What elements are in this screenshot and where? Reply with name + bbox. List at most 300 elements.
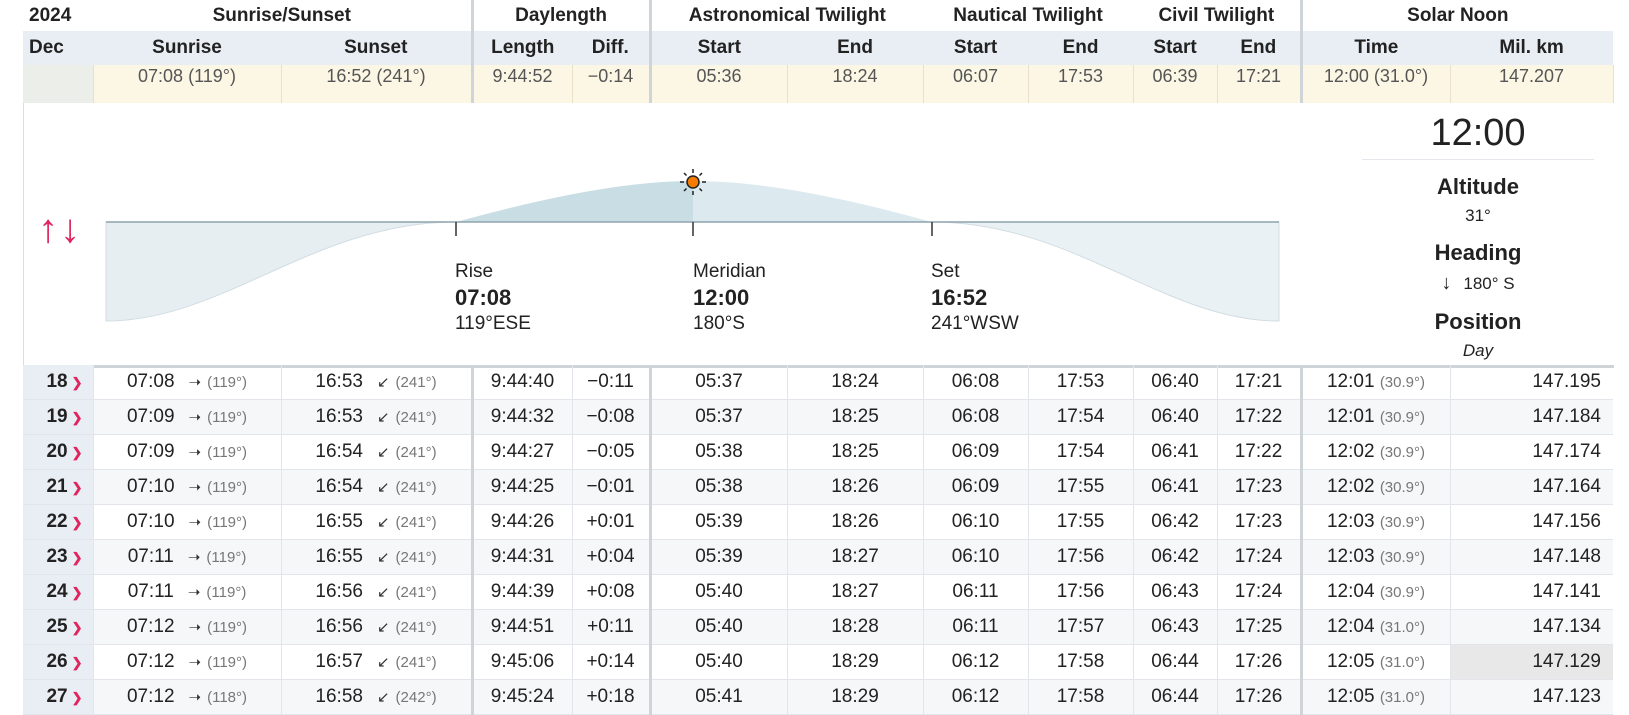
col-sunrise[interactable]: Sunrise (93, 31, 281, 65)
sunrise-cell (93, 645, 281, 680)
group-daylength: Daylength (472, 0, 650, 31)
day-cell[interactable] (23, 645, 93, 680)
astro-start-cell: 05:39 (650, 540, 787, 575)
sunset-cell (281, 470, 472, 505)
civil-end-cell: 17:22 (1217, 400, 1301, 435)
day-number: 25 (46, 616, 68, 637)
diff-cell: +0:18 (572, 680, 650, 715)
day-arc-past (456, 181, 693, 222)
day-number: 18 (46, 371, 68, 392)
month-header[interactable]: Dec (23, 31, 93, 65)
sunset-time: 16:55 (315, 511, 363, 532)
noon-cell (1301, 575, 1450, 610)
sunset-direction-icon: ↙ (376, 374, 390, 391)
col-noon-time[interactable]: Time (1301, 31, 1450, 65)
sun-info-sidebar (1362, 103, 1594, 361)
day-cell[interactable] (23, 400, 93, 435)
sunrise-time: 07:10 (126, 476, 175, 497)
noon-cell (1301, 610, 1450, 645)
sunrise-cell (93, 680, 281, 715)
noon-altitude: (30.9°) (1379, 514, 1425, 531)
selected-civil-start: 06:39 (1133, 65, 1217, 103)
civil-start-cell: 06:42 (1133, 540, 1217, 575)
position-label: Position (1434, 309, 1522, 334)
noon-altitude: (31.0°) (1379, 689, 1425, 706)
civil-start-cell: 06:41 (1133, 435, 1217, 470)
day-number: 26 (46, 651, 68, 672)
sunset-time: 16:56 (315, 616, 363, 637)
noon-cell (1301, 680, 1450, 715)
naut-start-cell: 06:09 (923, 435, 1028, 470)
diff-cell: +0:14 (572, 645, 650, 680)
day-number: 21 (46, 476, 68, 497)
altitude-label: Altitude (1437, 174, 1519, 199)
sunrise-cell (93, 505, 281, 540)
day-number: 20 (46, 441, 68, 462)
table-row[interactable] (23, 610, 1613, 645)
distance-cell: 147.184 (1450, 400, 1613, 435)
noon-cell (1301, 435, 1450, 470)
col-astro-start[interactable]: Start (650, 31, 787, 65)
noon-time: 12:03 (1326, 546, 1375, 567)
diff-cell: −0:11 (572, 365, 650, 400)
selected-astro-end: 18:24 (787, 65, 923, 103)
astro-end-cell: 18:24 (787, 365, 923, 400)
sunrise-direction-icon: ➝ (187, 584, 201, 601)
naut-start-cell: 06:11 (923, 610, 1028, 645)
naut-end-cell: 17:58 (1028, 645, 1133, 680)
chevron-down-icon[interactable]: ❯ (71, 620, 83, 635)
col-astro-end[interactable]: End (787, 31, 923, 65)
noon-altitude: (30.9°) (1379, 444, 1425, 461)
day-table (23, 365, 1613, 715)
diff-cell: +0:11 (572, 610, 650, 645)
civil-end-cell: 17:24 (1217, 575, 1301, 610)
sunset-direction-icon: ↙ (376, 584, 390, 601)
sunrise-direction-icon: ➝ (188, 479, 202, 496)
noon-altitude: (30.9°) (1379, 479, 1425, 496)
day-arc-future (693, 181, 932, 222)
civil-end-cell: 17:26 (1217, 680, 1301, 715)
chevron-down-icon[interactable]: ❯ (71, 550, 83, 565)
distance-cell: 147.134 (1450, 610, 1613, 645)
sunset-azimuth: (241°) (395, 479, 437, 496)
diff-cell: +0:01 (572, 505, 650, 540)
sunset-cell (281, 645, 472, 680)
sunrise-direction-icon: ➝ (188, 619, 202, 636)
table-row[interactable] (23, 540, 1613, 575)
naut-end-cell: 17:55 (1028, 470, 1133, 505)
length-cell: 9:44:32 (472, 400, 572, 435)
year-label: 2024 (23, 0, 93, 31)
astro-start-cell: 05:40 (650, 610, 787, 645)
civil-start-cell: 06:43 (1133, 575, 1217, 610)
sunset-direction-icon: ↙ (376, 654, 390, 671)
meridian-time: 12:00 (693, 285, 750, 310)
diff-cell: −0:05 (572, 435, 650, 470)
astro-end-cell: 18:29 (787, 680, 923, 715)
noon-time: 12:03 (1326, 511, 1375, 532)
noon-time: 12:01 (1326, 406, 1375, 427)
naut-start-cell: 06:08 (923, 365, 1028, 400)
col-length[interactable]: Length (472, 31, 572, 65)
naut-end-cell: 17:54 (1028, 400, 1133, 435)
sunset-time: 16:57 (315, 651, 363, 672)
civil-start-cell: 06:42 (1133, 505, 1217, 540)
civil-start-cell: 06:44 (1133, 645, 1217, 680)
length-cell: 9:44:25 (472, 470, 572, 505)
day-cell[interactable] (23, 470, 93, 505)
col-naut-start[interactable]: Start (923, 31, 1028, 65)
group-nautical-twilight: Nautical Twilight (923, 0, 1133, 31)
noon-cell (1301, 470, 1450, 505)
civil-end-cell: 17:23 (1217, 505, 1301, 540)
day-cell[interactable] (23, 575, 93, 610)
position-value: Day (1462, 341, 1494, 360)
sunset-cell (281, 400, 472, 435)
sunrise-cell (93, 435, 281, 470)
chevron-down-icon[interactable]: ❯ (71, 445, 83, 460)
day-cell[interactable] (23, 435, 93, 470)
sunrise-time: 07:11 (127, 546, 174, 567)
civil-end-cell: 17:22 (1217, 435, 1301, 470)
astro-end-cell: 18:26 (787, 505, 923, 540)
sunrise-time: 07:08 (126, 371, 175, 392)
table-row[interactable] (23, 575, 1613, 610)
sun-path-panel (23, 103, 1614, 368)
table-row[interactable] (23, 435, 1613, 470)
astro-end-cell: 18:28 (787, 610, 923, 645)
col-mil-km[interactable]: Mil. km (1450, 31, 1613, 65)
civil-start-cell: 06:41 (1133, 470, 1217, 505)
selected-day-cell[interactable] (23, 65, 93, 103)
sunrise-azimuth: (119°) (206, 584, 247, 601)
sunset-azimuth: (241°) (395, 444, 437, 461)
chevron-down-icon[interactable]: ❯ (71, 410, 83, 425)
set-time: 16:52 (931, 285, 988, 310)
sunset-direction-icon: ↙ (376, 479, 390, 496)
sunset-direction-icon: ↙ (376, 514, 390, 531)
noon-altitude: (30.9°) (1379, 549, 1425, 566)
day-cell[interactable] (23, 680, 93, 715)
group-astronomical-twilight: Astronomical Twilight (650, 0, 923, 31)
naut-end-cell: 17:54 (1028, 435, 1133, 470)
col-diff[interactable]: Diff. (572, 31, 650, 65)
table-row[interactable] (23, 505, 1613, 540)
civil-end-cell: 17:23 (1217, 470, 1301, 505)
sunrise-azimuth: (119°) (207, 374, 248, 391)
sunset-azimuth: (241°) (395, 374, 437, 391)
civil-end-cell: 17:25 (1217, 610, 1301, 645)
selected-civil-end: 17:21 (1217, 65, 1301, 103)
noon-altitude: (30.9°) (1379, 374, 1425, 391)
astro-start-cell: 05:39 (650, 505, 787, 540)
selected-astro-start: 05:36 (650, 65, 787, 103)
chevron-down-icon[interactable]: ❯ (71, 585, 83, 600)
sunset-time: 16:53 (315, 406, 363, 427)
sunset-azimuth: (241°) (395, 409, 437, 426)
sunset-cell (281, 540, 472, 575)
sunset-cell (281, 575, 472, 610)
naut-start-cell: 06:12 (923, 680, 1028, 715)
sunrise-time: 07:12 (126, 616, 175, 637)
diff-cell: −0:01 (572, 470, 650, 505)
sunset-direction-icon: ↙ (376, 444, 390, 461)
selected-naut-end: 17:53 (1028, 65, 1133, 103)
chevron-down-icon[interactable]: ❯ (71, 375, 83, 390)
sunset-direction-icon: ↙ (376, 619, 390, 636)
sunrise-cell (93, 470, 281, 505)
chevron-down-icon[interactable]: ❯ (71, 655, 83, 670)
day-cell[interactable] (23, 365, 93, 400)
noon-time: 12:02 (1326, 476, 1375, 497)
selected-noon: 12:00 (31.0°) (1301, 65, 1450, 103)
sunrise-time: 07:09 (126, 406, 175, 427)
astro-start-cell: 05:40 (650, 645, 787, 680)
selected-sunset: 16:52 (241°) (281, 65, 472, 103)
heading-label: Heading (1434, 240, 1522, 265)
day-number: 24 (46, 581, 68, 602)
naut-end-cell: 17:53 (1028, 365, 1133, 400)
heading-arrow-icon: ↓ (1441, 272, 1452, 294)
selected-naut-start: 06:07 (923, 65, 1028, 103)
sunset-time: 16:54 (315, 441, 363, 462)
selected-row[interactable] (23, 65, 1614, 103)
set-label: Set (931, 261, 960, 282)
day-number: 19 (46, 406, 68, 427)
sunrise-direction-icon: ➝ (187, 549, 201, 566)
day-number: 22 (46, 511, 68, 532)
naut-start-cell: 06:10 (923, 505, 1028, 540)
noon-time: 12:05 (1326, 686, 1375, 707)
col-civil-end[interactable]: End (1217, 31, 1301, 65)
sunrise-direction-icon: ➝ (188, 654, 202, 671)
astro-start-cell: 05:40 (650, 575, 787, 610)
selected-sunrise: 07:08 (119°) (93, 65, 281, 103)
distance-cell: 147.164 (1450, 470, 1613, 505)
distance-cell: 147.148 (1450, 540, 1613, 575)
group-sunrise-sunset: Sunrise/Sunset (93, 0, 472, 31)
selected-length: 9:44:52 (472, 65, 572, 103)
sunset-azimuth: (241°) (395, 654, 437, 671)
altitude-value: 31° (1465, 206, 1491, 225)
noon-altitude: (31.0°) (1379, 654, 1425, 671)
chevron-down-icon[interactable]: ❯ (71, 515, 83, 530)
diff-cell: −0:08 (572, 400, 650, 435)
sunrise-azimuth: (119°) (207, 619, 248, 636)
noon-altitude: (31.0°) (1379, 619, 1425, 636)
distance-cell: 147.156 (1450, 505, 1613, 540)
table-row[interactable] (23, 680, 1613, 715)
sunrise-time: 07:12 (126, 651, 175, 672)
naut-end-cell: 17:55 (1028, 505, 1133, 540)
naut-end-cell: 17:56 (1028, 575, 1133, 610)
civil-end-cell: 17:21 (1217, 365, 1301, 400)
set-direction: 241°WSW (931, 313, 1019, 334)
sunrise-cell (93, 365, 281, 400)
sunrise-cell (93, 400, 281, 435)
sunset-azimuth: (241°) (395, 584, 437, 601)
distance-cell: 147.123 (1450, 680, 1613, 715)
heading-value: 180° S (1463, 274, 1515, 293)
sunset-direction-icon: ↙ (376, 549, 390, 566)
sunrise-direction-icon: ➝ (188, 689, 202, 706)
sunset-cell (281, 505, 472, 540)
sunrise-cell (93, 575, 281, 610)
sunrise-direction-icon: ➝ (188, 374, 202, 391)
astro-start-cell: 05:38 (650, 435, 787, 470)
rise-info (455, 259, 531, 337)
naut-end-cell: 17:58 (1028, 680, 1133, 715)
naut-start-cell: 06:08 (923, 400, 1028, 435)
group-solar-noon: Solar Noon (1301, 0, 1613, 31)
astro-start-cell: 05:37 (650, 365, 787, 400)
sunrise-azimuth: (119°) (207, 409, 248, 426)
current-time: 12:00 (1362, 107, 1594, 160)
sunset-time: 16:53 (315, 371, 363, 392)
astro-end-cell: 18:27 (787, 540, 923, 575)
length-cell: 9:44:31 (472, 540, 572, 575)
sunset-azimuth: (241°) (395, 514, 437, 531)
sunset-direction-icon: ↙ (376, 689, 390, 706)
noon-time: 12:02 (1326, 441, 1375, 462)
length-cell: 9:44:26 (472, 505, 572, 540)
day-number: 27 (46, 686, 68, 707)
sunset-cell (281, 610, 472, 645)
sunset-time: 16:56 (315, 581, 363, 602)
astro-end-cell: 18:25 (787, 435, 923, 470)
set-info (931, 259, 1019, 337)
sunrise-cell (93, 540, 281, 575)
civil-end-cell: 17:24 (1217, 540, 1301, 575)
table-row[interactable] (23, 645, 1613, 680)
naut-start-cell: 06:09 (923, 470, 1028, 505)
sunrise-direction-icon: ➝ (188, 514, 202, 531)
sunset-time: 16:54 (315, 476, 363, 497)
selected-mkm: 147.207 (1450, 65, 1613, 103)
rise-time: 07:08 (455, 285, 512, 310)
meridian-direction: 180°S (693, 313, 745, 334)
civil-start-cell: 06:40 (1133, 400, 1217, 435)
night-curve (106, 222, 456, 321)
length-cell: 9:45:06 (472, 645, 572, 680)
sunset-azimuth: (241°) (395, 619, 437, 636)
sunset-cell (281, 365, 472, 400)
diff-cell: +0:08 (572, 575, 650, 610)
table-row[interactable] (23, 470, 1613, 505)
day-cell[interactable] (23, 540, 93, 575)
sun-path-graph (24, 103, 1354, 365)
sunset-cell (281, 680, 472, 715)
distance-cell: 147.174 (1450, 435, 1613, 470)
sunrise-azimuth: (119°) (207, 444, 248, 461)
sunrise-azimuth: (119°) (207, 654, 248, 671)
length-cell: 9:45:24 (472, 680, 572, 715)
sunset-cell (281, 435, 472, 470)
length-cell: 9:44:39 (472, 575, 572, 610)
civil-start-cell: 06:43 (1133, 610, 1217, 645)
sunrise-cell (93, 610, 281, 645)
sunrise-time: 07:10 (126, 511, 175, 532)
col-naut-end[interactable]: End (1028, 31, 1133, 65)
col-civil-start[interactable]: Start (1133, 31, 1217, 65)
sunset-time: 16:58 (315, 686, 363, 707)
sunrise-time: 07:09 (126, 441, 175, 462)
noon-cell (1301, 540, 1450, 575)
civil-start-cell: 06:44 (1133, 680, 1217, 715)
heading-value-row (1362, 272, 1594, 295)
astro-start-cell: 05:37 (650, 400, 787, 435)
sunrise-direction-icon: ➝ (188, 444, 202, 461)
noon-time: 12:04 (1326, 616, 1375, 637)
day-cell[interactable] (23, 505, 93, 540)
sunrise-time: 07:12 (126, 686, 175, 707)
rise-label: Rise (455, 261, 494, 282)
astro-end-cell: 18:29 (787, 645, 923, 680)
civil-end-cell: 17:26 (1217, 645, 1301, 680)
sunrise-time: 07:11 (127, 581, 174, 602)
noon-altitude: (30.9°) (1379, 584, 1425, 601)
length-cell: 9:44:40 (472, 365, 572, 400)
col-sunset[interactable]: Sunset (281, 31, 472, 65)
group-civil-twilight: Civil Twilight (1133, 0, 1301, 31)
table-row[interactable] (23, 400, 1613, 435)
astro-start-cell: 05:38 (650, 470, 787, 505)
noon-cell (1301, 365, 1450, 400)
naut-end-cell: 17:56 (1028, 540, 1133, 575)
rise-direction: 119°ESE (455, 313, 531, 334)
astro-end-cell: 18:26 (787, 470, 923, 505)
rise-set-arrows-icon: ↑↓ (38, 207, 82, 251)
sunrise-azimuth: (119°) (207, 479, 248, 496)
naut-start-cell: 06:12 (923, 645, 1028, 680)
distance-cell: 147.129 (1450, 645, 1613, 680)
sunrise-azimuth: (119°) (206, 549, 247, 566)
chevron-down-icon[interactable]: ❯ (71, 480, 83, 495)
distance-cell: 147.141 (1450, 575, 1613, 610)
sunrise-azimuth: (118°) (207, 689, 248, 706)
distance-cell: 147.195 (1450, 365, 1613, 400)
astro-end-cell: 18:27 (787, 575, 923, 610)
astro-start-cell: 05:41 (650, 680, 787, 715)
length-cell: 9:44:51 (472, 610, 572, 645)
selected-diff: −0:14 (572, 65, 650, 103)
chevron-down-icon[interactable]: ❯ (71, 690, 83, 705)
civil-start-cell: 06:40 (1133, 365, 1217, 400)
sunrise-direction-icon: ➝ (188, 409, 202, 426)
sunset-azimuth: (241°) (395, 549, 437, 566)
noon-cell (1301, 645, 1450, 680)
noon-cell (1301, 400, 1450, 435)
noon-cell (1301, 505, 1450, 540)
day-cell[interactable] (23, 610, 93, 645)
day-number: 23 (46, 546, 68, 567)
sunset-time: 16:55 (315, 546, 363, 567)
table-header (23, 0, 1613, 65)
noon-time: 12:05 (1326, 651, 1375, 672)
naut-start-cell: 06:10 (923, 540, 1028, 575)
astro-end-cell: 18:25 (787, 400, 923, 435)
sunrise-azimuth: (119°) (207, 514, 248, 531)
sunset-azimuth: (242°) (395, 689, 437, 706)
diff-cell: +0:04 (572, 540, 650, 575)
table-row[interactable] (23, 365, 1613, 400)
noon-altitude: (30.9°) (1379, 409, 1425, 426)
meridian-info (693, 259, 766, 337)
noon-time: 12:04 (1326, 581, 1375, 602)
meridian-label: Meridian (693, 261, 766, 282)
length-cell: 9:44:27 (472, 435, 572, 470)
